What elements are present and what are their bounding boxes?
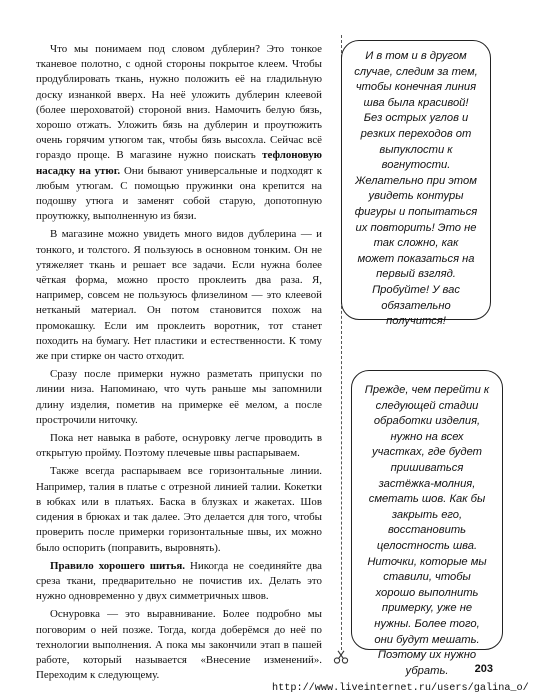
main-text-column [36,42,322,686]
paragraph-text: Также всегда распарываем все горизонтальные линии. Например, талия в платье с отрезной линией талии. Кокетки в юбках или в платьях. Баска в блузках и жакетах. Шов сидения в брюках и так далее. Это делается для того, чтобы проверить после примерки горизонтальные швы, их можно было оспорить (поправить, выровнять). [36,465,322,554]
bold-phrase: тефлоновую насадку на утюг. [36,149,322,177]
rule-heading: Правило хорошего шитья. [50,559,186,572]
paragraph-5 [36,464,322,555]
paragraph-text: В магазине можно увидеть много видов дублерина — и тонкого, и толстого. Я пользуюсь в основном тонким. Он не утяжеляет ткань и решает все задачи. Если нужна более чёткая форма, можно просто проклеить два раза. Я, например, совсем не пользуюсь флизелином — это клеевой нетканый материал. Он потом становится похож на промокашку. Если им проклеить воротник, тот станет походить на бумагу. Нет пластики и естественности. К тому же при стирке он часто отходит. [36,228,322,363]
scissors-icon [333,650,349,664]
paragraph-text: Пока нет навыка в работе, оснуровку легче проводить в открытую пройму. Поэтому плечевые швы распарываем. [36,432,322,460]
side-note-text: И в том и в другом случае, следим за тем, чтобы конечная линия шва была красивой! Без острых углов и резких переходов от выпуклости к вогнутости. Желательно при этом увидеть контуры фигуры и попытаться их повторить! Это не так сложно, как может показаться на первый взгляд. Пробуйте! У вас обязательно получится! [354,50,478,328]
paragraph-text: Что мы понимаем под словом дублерин? Это тонкое тканевое полотно, с одной стороны покрытое клеем. Чтобы продублировать ткань, нужно положить её на гладильную доску изнанкой вверх. На неё уложить дублерин клеевой (более шероховатой) стороной вниз. Намочить белую бязь, хорошо отжать. Уложить бязь на дублерин и проутюжить очень горячим утюгом так, чтобы бязь высохла. Сейчас всё гораздо проще. В магазине нужно поискать [36,43,322,162]
footer-url: http://www.liveinternet.ru/users/galina_o/ [272,683,529,694]
side-note-box [341,40,491,328]
paragraph-3 [36,367,322,428]
paragraph-4 [36,431,322,461]
paragraph-6 [36,559,322,605]
paragraph-7 [36,607,322,683]
paragraph-1 [36,42,322,224]
paragraph-text: Никогда не соединяйте два среза ткани, предварительно не почистив их. Делать это нужно одновременно у двух симметричных швов. [36,559,322,603]
paragraph-text: Сразу после примерки нужно разметать припуски по линии низа. Напоминаю, что чуть раньше мы запомнили длину изделия, пометив на примерке её мелом, а после прострочили ниточку. [36,368,322,426]
paragraph-text: Они бывают универсальные и подходят к любым утюгам. С помощью пружинки она крепится на подошву утюга и заменят собой старую, допотопную проутюжку, выполненную из бязи. [36,164,322,223]
side-note-text: Прежде, чем перейти к следующей стадии обработки изделия, нужно на всех участках, где будет пришиваться застёжка-молния, сметать шов. Как бы закрыть его, восстановить целостность шва. Ниточки, которые мы ставили, чтобы хорошо выполнить примерку, уже не нужны. Более того, они будут мешать. Поэтому их нужно убрать. [364,384,490,677]
page-number: 203 [474,663,493,675]
paragraph-text: Оснуровка — это выравнивание. Более подробно мы поговорим о ней позже. Тогда, когда доберёмся до неё по технологии выполнения. А пока мы закончили этап в пашей работе, который называется «Внесение изменений». Переходим к следующему. [36,608,322,682]
paragraph-2 [36,227,322,364]
